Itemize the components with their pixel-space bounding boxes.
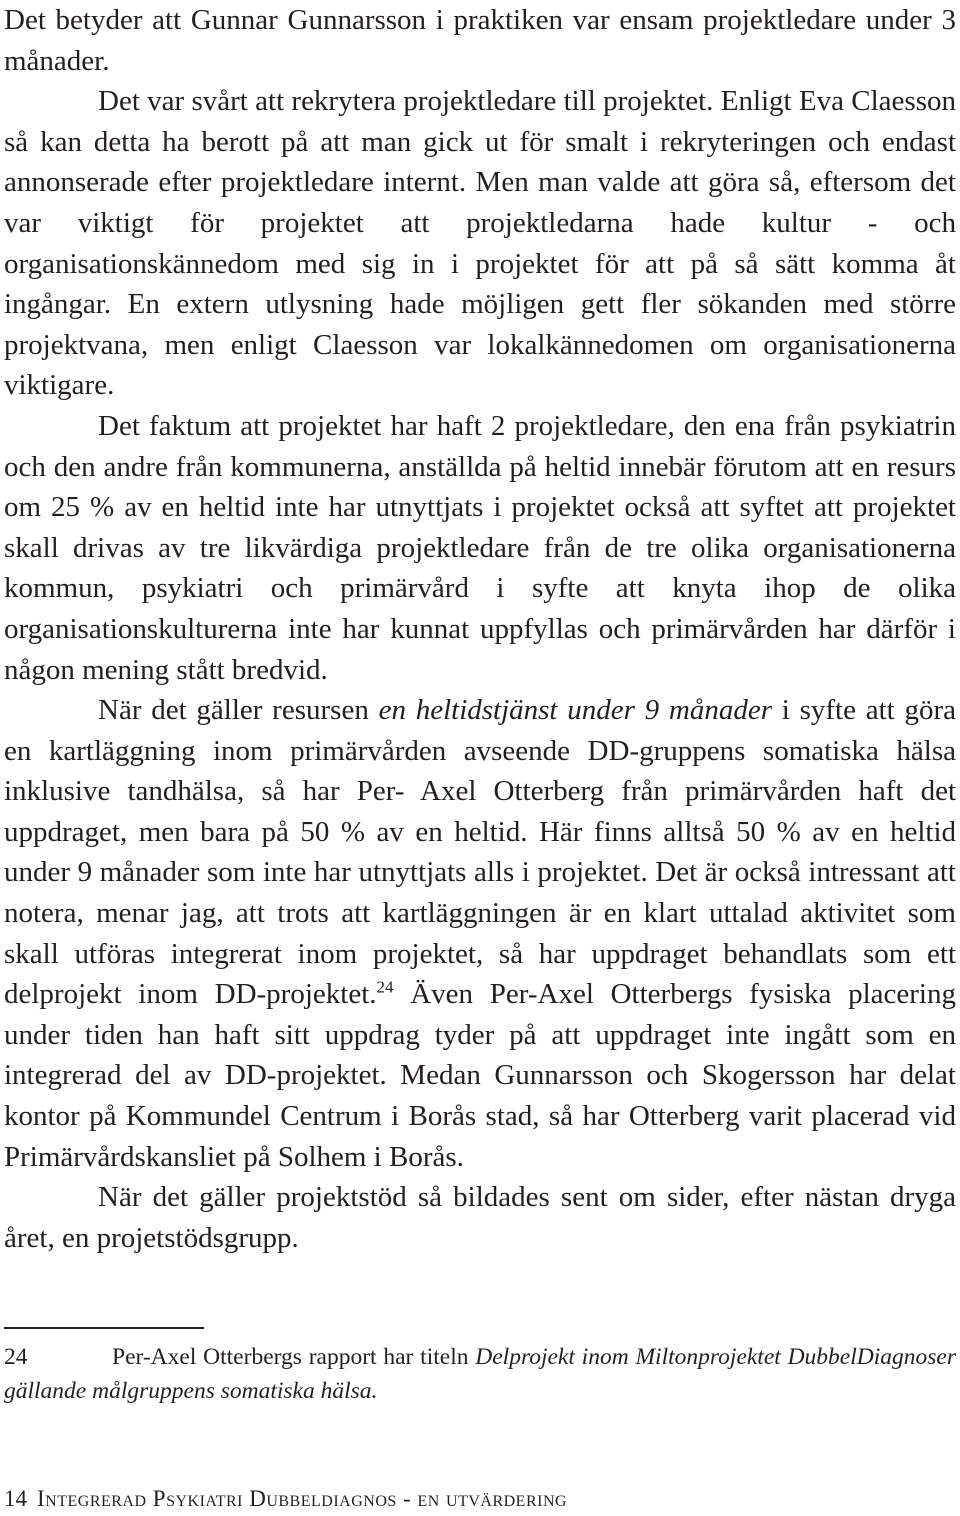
document-page xyxy=(4,0,956,1258)
body-text xyxy=(4,0,956,1258)
page-footer xyxy=(4,1486,567,1512)
page-number: 14 xyxy=(4,1486,27,1511)
footnote-reference[interactable]: 24 xyxy=(376,977,394,997)
footnote-number: 24 xyxy=(4,1344,28,1370)
paragraph-1: Det betyder att Gunnar Gunnarsson i praktiken var ensam projektledare under 3 månader. xyxy=(4,4,956,77)
paragraph-5: När det gäller projektstöd så bildades sent om sider, efter nästan dryga året, en projetstödsgrupp. xyxy=(4,1181,956,1254)
paragraph-4-text-b: i syfte att göra en kartläggning inom primärvården avseende DD-gruppens somatiska hälsa inklusive tandhälsa, så har Per- Axel Otterberg från primärvården haft det uppdraget, men bara på 50 % av en heltid. Här finns alltså 50 % av en heltid under 9 månader som inte har utnyttjats alls i projektet. Det är också intressant att notera, menar jag, att trots att kartläggningen är en klart uttalad aktivitet som skall utföras integrerat inom projektet, så har uppdraget behandlats som ett delprojekt inom DD-projektet. xyxy=(4,694,957,1011)
paragraph-2: Det var svårt att rekrytera projektledare till projektet. Enligt Eva Claesson så kan detta ha berott på att man gick ut för smalt i rekryteringen och endast annonserade efter projektledare internt. Men man valde att göra så, eftersom det var viktigt för projektet att projektledarna hade kultur - och organisationskännedom med sig in i projektet för att på så sätt komma åt ingångar. En extern utlysning hade möjligen gett fler sökanden med större projektvana, men enligt Claesson var lokalkännedomen om organisationerna viktigare. xyxy=(4,85,956,402)
running-head: Integrerad Psykiatri Dubbeldiagnos - en utvärdering xyxy=(37,1486,568,1511)
paragraph-4-text-c: Även Per-Axel Otterbergs fysiska placering under tiden han haft sitt uppdrag tyder på att uppdraget inte ingått som en integrerad del av DD-projektet. Medan Gunnarsson och Skogersson har delat kontor på Kommundel Centrum i Borås stad, så har Otterberg varit placerad vid Primärvårdskansliet på Solhem i Borås. xyxy=(4,978,956,1173)
paragraph-4-emphasis: en heltidstjänst under 9 månader xyxy=(378,694,773,727)
footnote xyxy=(4,1340,956,1408)
paragraph-3: Det faktum att projektet har haft 2 projektledare, den ena från psykiatrin och den andre från kommunerna, anställda på heltid innebär förutom att en resurs om 25 % av en heltid inte har utnyttjats i projektet också att syftet att projektet skall drivas av tre likvärdiga projektledare från de tre olika organisationerna kommun, psykiatri och primärvård i syfte att knyta ihop de olika organisationskulturerna inte har kunnat uppfyllas och primärvården har därför i någon mening stått bredvid. xyxy=(4,409,956,686)
footnote-title: Delprojekt inom Miltonprojektet DubbelDiagnoser gällande målgruppens somatiska hälsa. xyxy=(4,1344,956,1404)
paragraph-4-text-a: När det gäller resursen xyxy=(98,694,379,727)
paragraph-4 xyxy=(4,690,956,1177)
footnote-divider xyxy=(4,1327,204,1329)
footnote-text: Per-Axel Otterbergs rapport har titeln xyxy=(112,1344,476,1370)
